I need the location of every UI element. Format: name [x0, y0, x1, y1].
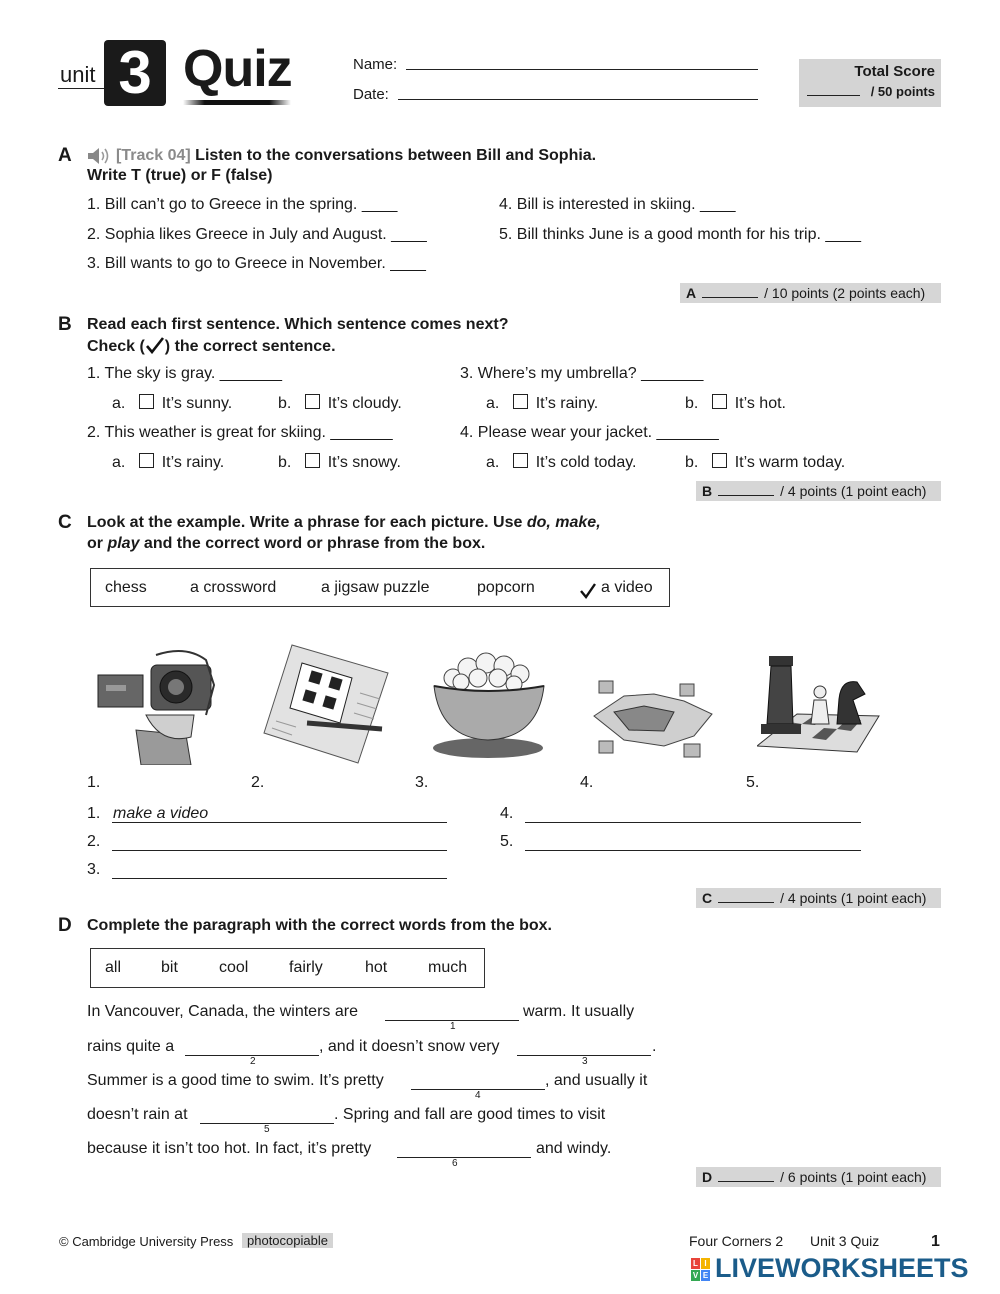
total-score-label: Total Score — [854, 63, 935, 80]
logo-tile-l: L — [691, 1258, 700, 1269]
instruction-italic: play — [107, 535, 140, 552]
speaker-icon[interactable] — [86, 146, 112, 166]
word-chess: chess — [105, 578, 147, 596]
paragraph-text: because it isn’t too hot. In fact, it’s pretty — [87, 1140, 372, 1157]
blank-6[interactable] — [397, 1157, 531, 1158]
blank-number: 5 — [264, 1124, 270, 1135]
word-video: a video — [601, 578, 653, 596]
paragraph-text: rains quite a — [87, 1038, 175, 1055]
word-much: much — [428, 959, 468, 976]
instruction-text: Listen to the conversations between Bill and Sophia. — [195, 147, 597, 164]
answer-number-4: 4. — [500, 805, 514, 822]
score-blank[interactable] — [718, 1169, 774, 1182]
paragraph-text: In Vancouver, Canada, the winters are — [87, 1003, 358, 1020]
unit-word: unit — [60, 62, 96, 87]
word-jigsaw-puzzle: a jigsaw puzzle — [321, 578, 430, 596]
option-letter: b. — [685, 454, 699, 471]
crossword-picture — [262, 643, 390, 765]
option-letter: b. — [278, 454, 292, 471]
question-b1: 1. The sky is gray. _______ — [87, 365, 283, 382]
score-letter: A — [686, 285, 697, 301]
answer-line-4[interactable] — [525, 822, 861, 823]
book-name: Four Corners 2 — [689, 1233, 784, 1249]
checkbox[interactable] — [139, 394, 154, 409]
page-number: 1 — [931, 1233, 940, 1250]
logo-tile-v: V — [692, 1271, 699, 1280]
logo-tile-i: I — [701, 1258, 710, 1269]
option-b2b[interactable] — [278, 453, 401, 472]
blank-number: 4 — [475, 1090, 481, 1101]
instruction-d: Complete the paragraph with the correct words from the box. — [87, 917, 552, 934]
option-text: It’s snowy. — [327, 454, 401, 471]
answer-number-5: 5. — [500, 833, 514, 850]
word-cool: cool — [219, 959, 249, 976]
section-letter: B — [58, 314, 72, 335]
watermark-text: LIVEWORKSHEETS — [715, 1253, 969, 1283]
picture-number-4: 4. — [580, 774, 594, 791]
score-text: / 4 points (1 point each) — [780, 483, 927, 499]
checkbox[interactable] — [712, 394, 727, 409]
score-bar-d — [696, 1167, 941, 1187]
instruction-a2: Write T (true) or F (false) — [87, 167, 273, 184]
picture-number-3: 3. — [415, 774, 429, 791]
paragraph-text: Summer is a good time to swim. It’s pretty — [87, 1072, 384, 1089]
option-b1a[interactable] — [112, 394, 232, 413]
paragraph-text: , and usually it — [545, 1072, 648, 1089]
option-letter: a. — [112, 395, 126, 412]
checkbox[interactable] — [513, 453, 528, 468]
option-b4a[interactable] — [486, 453, 636, 472]
score-bar-b — [696, 481, 941, 501]
score-blank[interactable] — [718, 483, 774, 496]
score-text: / 10 points (2 points each) — [764, 285, 926, 301]
option-text: It’s rainy. — [161, 454, 225, 471]
section-letter: C — [58, 512, 72, 533]
chess-picture — [757, 654, 881, 754]
logo-tile-e: E — [702, 1271, 709, 1280]
paragraph-text: and windy. — [536, 1140, 612, 1157]
word-bit: bit — [161, 959, 178, 976]
section-letter: A — [58, 145, 72, 166]
word-hot: hot — [365, 959, 388, 976]
word-all: all — [105, 959, 122, 976]
date-label: Date: — [353, 86, 389, 103]
word-box-d — [90, 948, 485, 988]
blank-number: 3 — [582, 1056, 588, 1067]
option-letter: a. — [112, 454, 126, 471]
jigsaw-puzzle-picture — [584, 676, 719, 766]
paragraph-text: . — [652, 1038, 657, 1055]
word-popcorn: popcorn — [477, 578, 535, 596]
question-a1[interactable]: 1. Bill can’t go to Greece in the spring. ____ — [87, 196, 398, 213]
score-text: / 6 points (1 point each) — [780, 1169, 927, 1185]
instruction-a1 — [116, 147, 596, 165]
option-letter: b. — [278, 395, 292, 412]
option-text: It’s sunny. — [161, 395, 233, 412]
option-text: It’s cloudy. — [327, 395, 402, 412]
answer-line-1[interactable] — [112, 822, 447, 823]
example-answer: make a video — [113, 805, 209, 822]
name-label: Name: — [353, 56, 398, 73]
question-a3[interactable]: 3. Bill wants to go to Greece in November. ____ — [87, 255, 426, 272]
score-bar-a — [680, 283, 941, 303]
checkbox[interactable] — [139, 453, 154, 468]
word-box-c — [90, 568, 670, 607]
picture-number-2: 2. — [251, 774, 265, 791]
instruction-b2 — [87, 336, 336, 356]
question-b2: 2. This weather is great for skiing. _______ — [87, 424, 393, 441]
option-letter: a. — [486, 454, 500, 471]
blank-number: 2 — [250, 1056, 256, 1067]
answer-line-2[interactable] — [112, 850, 447, 851]
question-b4: 4. Please wear your jacket. _______ — [460, 424, 719, 441]
option-text: It’s cold today. — [535, 454, 637, 471]
page-title: Quiz — [183, 40, 292, 98]
copyright: © Cambridge University Press — [59, 1234, 234, 1249]
option-b4b[interactable] — [685, 453, 845, 472]
score-letter: D — [702, 1169, 713, 1185]
date-field[interactable] — [398, 99, 758, 100]
instruction-c1 — [87, 514, 601, 532]
question-a5[interactable]: 5. Bill thinks June is a good month for his trip. ____ — [499, 226, 861, 243]
question-b3: 3. Where’s my umbrella? _______ — [460, 365, 704, 382]
question-a4[interactable]: 4. Bill is interested in skiing. ____ — [499, 196, 736, 213]
option-b3a[interactable] — [486, 394, 598, 413]
blank-number: 6 — [452, 1158, 458, 1169]
total-score-blank[interactable] — [807, 95, 860, 96]
paragraph-text: . Spring and fall are good times to visit — [334, 1106, 606, 1123]
answer-line-5[interactable] — [525, 850, 861, 851]
section-letter: D — [58, 915, 72, 936]
track-label: [Track 04] — [116, 147, 191, 164]
answer-line-3[interactable] — [112, 878, 447, 879]
instruction-italic: do, make, — [526, 514, 601, 531]
paragraph-text: doesn’t rain at — [87, 1106, 188, 1123]
option-b3b[interactable] — [685, 394, 786, 413]
paragraph-text: warm. It usually — [523, 1003, 635, 1020]
instruction-b1: Read each first sentence. Which sentence comes next? — [87, 316, 509, 333]
question-a2[interactable]: 2. Sophia likes Greece in July and August. ____ — [87, 226, 427, 243]
instruction-b2-start: Check ( — [87, 338, 145, 355]
checkbox[interactable] — [712, 453, 727, 468]
option-b2a[interactable] — [112, 453, 224, 472]
score-bar-c — [696, 888, 941, 908]
checkmark-icon — [145, 336, 165, 354]
score-letter: C — [702, 890, 713, 906]
score-blank[interactable] — [718, 890, 774, 903]
instruction-text: Look at the example. Write a phrase for each picture. Use — [87, 514, 527, 531]
word-fairly: fairly — [289, 959, 323, 976]
answer-number-3: 3. — [87, 861, 101, 878]
blank-number: 1 — [450, 1021, 456, 1032]
instruction-c2 — [87, 535, 485, 553]
option-letter: b. — [685, 395, 699, 412]
score-letter: B — [702, 483, 713, 499]
instruction-text: and the correct word or phrase from the box. — [139, 535, 486, 552]
total-score-points: / 50 points — [870, 84, 935, 99]
instruction-text: or — [87, 535, 108, 552]
popcorn-picture — [428, 648, 550, 760]
score-text: / 4 points (1 point each) — [780, 890, 927, 906]
name-field[interactable] — [406, 69, 758, 70]
option-text: It’s warm today. — [734, 454, 846, 471]
option-b1b[interactable] — [278, 394, 402, 413]
score-blank[interactable] — [702, 285, 758, 298]
total-score-box — [799, 59, 941, 107]
checkbox[interactable] — [305, 453, 320, 468]
unit-number: 3 — [118, 39, 152, 106]
picture-number-5: 5. — [746, 774, 760, 791]
paragraph-text: , and it doesn’t snow very — [319, 1038, 500, 1055]
option-text: It’s hot. — [734, 395, 786, 412]
word-crossword: a crossword — [190, 578, 277, 596]
answer-number-2: 2. — [87, 833, 101, 850]
option-letter: a. — [486, 395, 500, 412]
unit-word-underline — [58, 88, 104, 89]
photocopiable-badge: photocopiable — [242, 1233, 333, 1248]
unit-quiz-label: Unit 3 Quiz — [810, 1233, 880, 1249]
checkbox[interactable] — [513, 394, 528, 409]
option-text: It’s rainy. — [535, 395, 599, 412]
picture-number-1: 1. — [87, 774, 101, 791]
checkmark-icon — [579, 581, 597, 599]
video-camera-picture — [96, 645, 221, 765]
checkbox[interactable] — [305, 394, 320, 409]
answer-number-1: 1. — [87, 805, 101, 822]
title-underline — [183, 100, 291, 105]
instruction-b2-end: ) the correct sentence. — [164, 338, 336, 355]
